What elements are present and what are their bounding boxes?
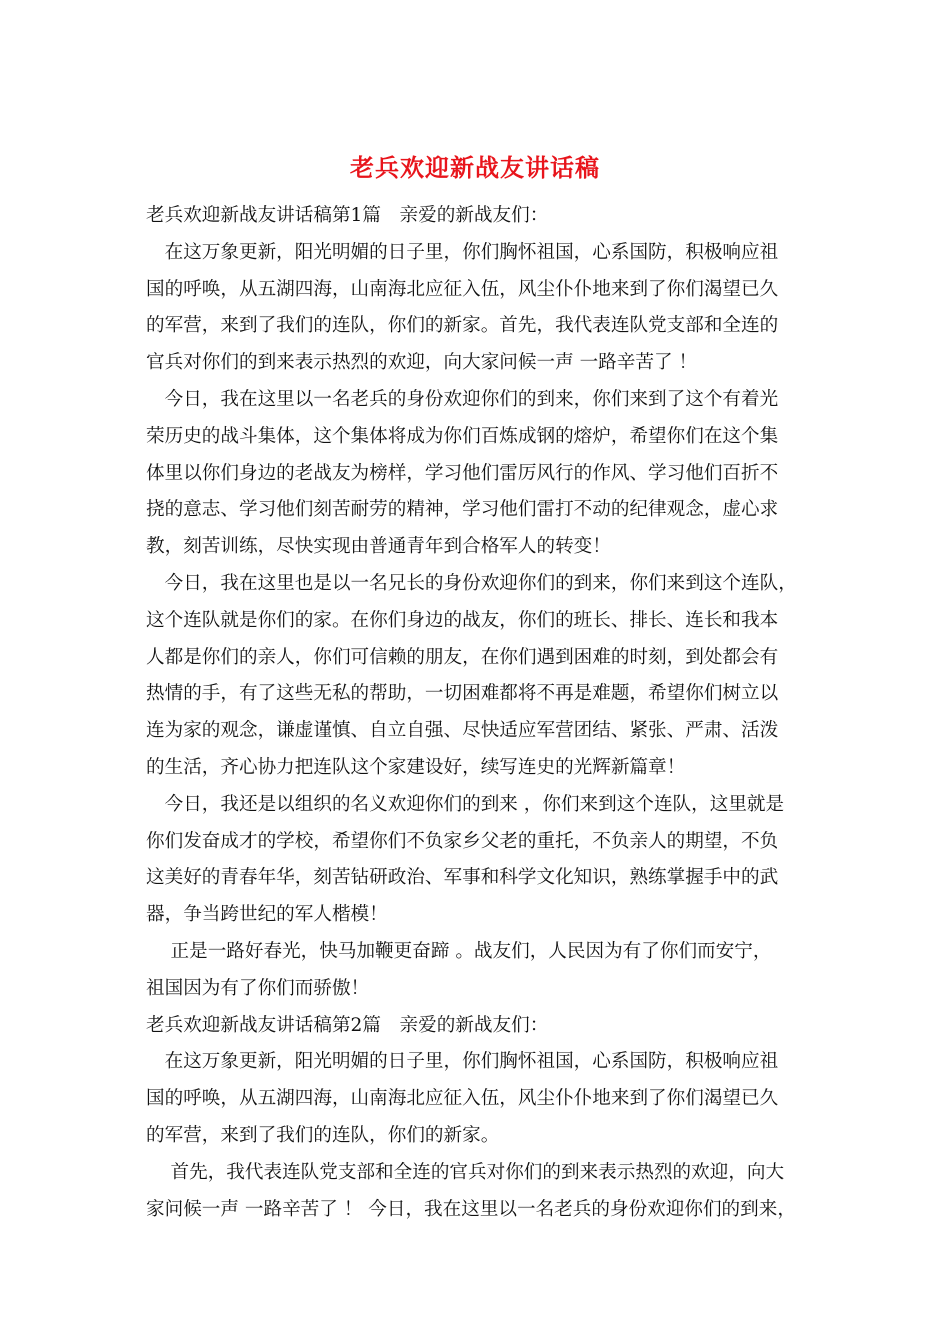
text-line: 首先，我代表连队党支部和全连的官兵对你们的到来表示热烈的欢迎，向大 (146, 1161, 785, 1183)
text-line: 家问候一声 一路辛苦了 ！ 今日，我在这里以一名老兵的身份欢迎你们的到来， (146, 1198, 796, 1220)
text-line: 今日，我在这里也是以一名兄长的身份欢迎你们的到来，你们来到这个连队， (146, 572, 797, 594)
text-line: 今日，我还是以组织的名义欢迎你们的到来 ，你们来到这个连队，这里就是 (146, 793, 785, 815)
text-line: 国的呼唤，从五湖四海，山南海北应征入伍，风尘仆仆地来到了你们渴望已久 (146, 1088, 779, 1110)
text-line: 的军营，来到了我们的连队，你们的新家。 (146, 1124, 500, 1146)
document-title: 老兵欢迎新战友讲话稿 (350, 153, 600, 182)
text-line: 人都是你们的亲人，你们可信赖的朋友，在你们遇到困难的时刻，到处都会有 (146, 646, 779, 668)
text-line: 今日，我在这里以一名老兵的身份欢迎你们的到来，你们来到了这个有着光 (146, 388, 779, 410)
text-line: 老兵欢迎新战友讲话稿第1篇 亲爱的新战友们： (146, 205, 549, 226)
text-line: 在这万象更新，阳光明媚的日子里，你们胸怀祖国，心系国防，积极响应祖 (146, 1051, 779, 1073)
text-line: 的军营，来到了我们的连队，你们的新家。首先，我代表连队党支部和全连的 (146, 315, 779, 337)
document-body (146, 198, 806, 1228)
text-line: 这个连队就是你们的家。在你们身边的战友，你们的班长、排长、连长和我本 (146, 609, 779, 631)
text-line: 老兵欢迎新战友讲话稿第2篇 亲爱的新战友们： (146, 1014, 549, 1036)
text-line: 正是一路好春光，快马加鞭更奋蹄 。战友们，人民因为有了你们而安宁， (146, 940, 772, 962)
text-line: 你们发奋成才的学校，希望你们不负家乡父老的重托，不负亲人的期望，不负 (146, 830, 779, 852)
text-line: 体里以你们身边的老战友为榜样，学习他们雷厉风行的作风、学习他们百折不 (146, 462, 779, 484)
text-line: 在这万象更新，阳光明媚的日子里，你们胸怀祖国，心系国防，积极响应祖 (146, 241, 779, 263)
text-line: 官兵对你们的到来表示热烈的欢迎，向大家问候一声 一路辛苦了 ！ (146, 352, 698, 374)
text-line: 器，争当跨世纪的军人楷模！ (146, 904, 388, 926)
text-line: 祖国因为有了你们而骄傲！ (146, 977, 370, 999)
text-line: 这美好的青春年华，刻苦钻研政治、军事和科学文化知识，熟练掌握手中的武 (146, 867, 779, 889)
text-line: 挠的意志、学习他们刻苦耐劳的精神，学习他们雷打不动的纪律观念，虚心求 (146, 499, 779, 521)
text-line: 连为家的观念，谦虚谨慎、自立自强、尽快适应军营团结、紧张、严肃、活泼 (146, 720, 779, 742)
text-line: 国的呼唤，从五湖四海，山南海北应征入伍，风尘仆仆地来到了你们渴望已久 (146, 278, 779, 300)
text-line: 的生活，齐心协力把连队这个家建设好，续写连史的光辉新篇章！ (146, 756, 686, 778)
text-line: 荣历史的战斗集体，这个集体将成为你们百炼成钢的熔炉，希望你们在这个集 (146, 425, 779, 447)
text-line: 热情的手，有了这些无私的帮助，一切困难都将不再是难题，希望你们树立以 (146, 683, 779, 705)
text-line: 教，刻苦训练，尽快实现由普通青年到合格军人的转变！ (146, 536, 611, 558)
